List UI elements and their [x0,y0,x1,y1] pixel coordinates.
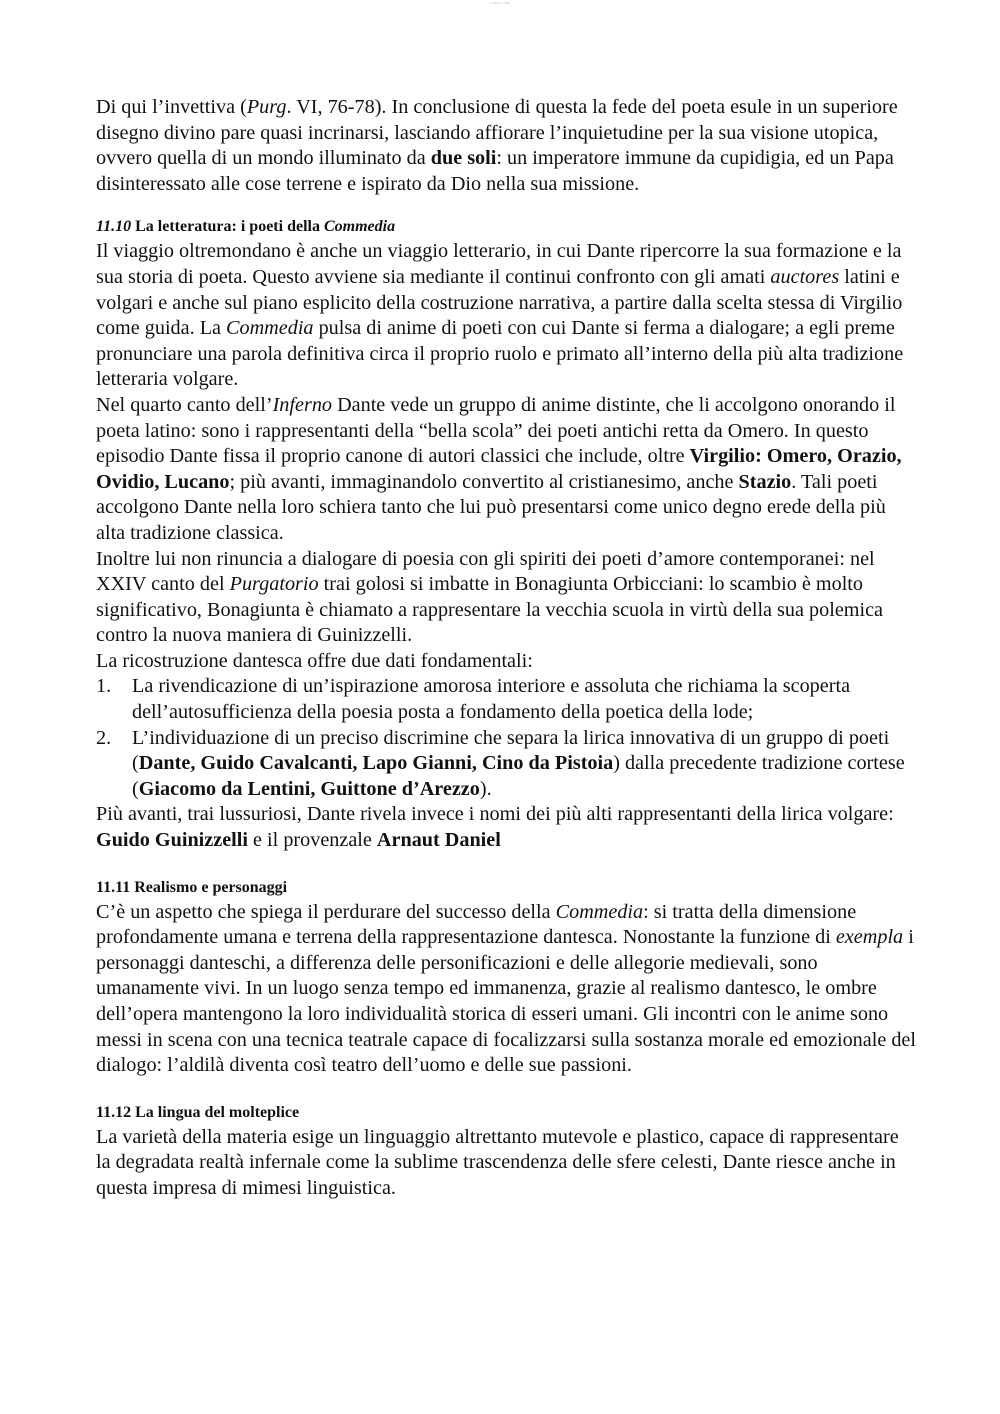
document-page [96,95,916,1202]
numbered-list [96,674,916,802]
intro-paragraph: Di qui l’invettiva (Purg. VI, 76-78). In conclusione di questa la fede del poeta esule in un superiore disegno divino pare quasi incrinarsi, lasciando affiorare l’inquietudine per la sua visione utopica, ovvero quella di un mondo illuminato da due soli: un imperatore immune da cupidigia, ed un Papa disinteressato alle cose terrene e ispirato da Dio nella sua missione. [96,96,898,195]
page-watermark: Lusso Unifi [490,0,510,5]
paragraph-realismo: C’è un aspetto che spiega il perdurare del successo della Commedia: si tratta della dimensione profondamente umana e terrena della rappresentazione dantesca. Nonostante la funzione di exempla i personaggi danteschi, a differenza delle personificazioni e delle allegorie medievali, sono umanamente vivi. In un luogo senza tempo ed immanenza, grazie al realismo dantesco, le ombre dell’opera mantengono la loro individualità storica di esseri umani. Gli incontri con le anime sono messi in scena con una tecnica teatrale capace di focalizzarsi sulla sostanza morale ed emozionale del dialogo: l’aldilà diventa così teatro dell’uomo e delle sue passioni. [96,900,916,1077]
section-heading-11-11: 11.11 Realismo e personaggi [96,878,288,896]
section-heading-11-12: 11.12 La lingua del molteplice [96,1103,300,1121]
list-item: 1. La rivendicazione di un’ispirazione amorosa interiore e assoluta che richiama la scoperta dell’autosufficienza della poesia posta a fondamento della poetica della lode; [96,675,851,724]
paragraph-dati-fondamentali: La ricostruzione dantesca offre due dati fondamentali: [96,649,533,672]
paragraph-viaggio-letterario: Il viaggio oltremondano è anche un viaggio letterario, in cui Dante ripercorre la sua formazione e la sua storia di poeta. Questo avviene sia mediante il continui confronto con gli amati auctores latini e volgari e anche sul piano esplicito della costruzione narrativa, a partire dalla scelta stessa di Virgilio come guida. La Commedia pulsa di anime di poeti con cui Dante si ferma a dialogare; a egli preme pronunciare una parola definitiva circa il proprio ruolo e primato all’interno della più alta tradizione letteraria volgare. [96,240,904,391]
section-heading-11-10: 11.10 La letteratura: i poeti della Commedia [96,218,396,236]
paragraph-bonagiunta: Inoltre lui non rinuncia a dialogare di poesia con gli spiriti dei poeti d’amore contemporanei: nel XXIV canto del Purgatorio trai golosi si imbatte in Bonagiunta Orbicciani: lo scambio è molto significativo, Bonagiunta è chiamato a rappresentare la vecchia scuola in virtù della sua polemica contro la nuova maniera di Guinizzelli. [96,547,884,647]
paragraph-lussuriosi: Più avanti, trai lussuriosi, Dante rivela invece i nomi dei più alti rappresentanti della lirica volgare: Guido Guinizzelli e il provenzale Arnaut Daniel [96,803,894,852]
list-item: 2. L’individuazione di un preciso discrimine che separa la lirica innovativa di un gruppo di poeti (Dante, Guido Cavalcanti, Lapo Gianni, Cino da Pistoia) dalla precedente tradizione cortese (Giacomo da Lentini, Guittone d’Arezzo). [96,726,905,800]
paragraph-bella-scola: Nel quarto canto dell’Inferno Dante vede un gruppo di anime distinte, che li accolgono onorando il poeta latino: sono i rappresentanti della “bella scola” dei poeti antichi retta da Omero. In questo episodio Dante fissa il proprio canone di autori classici che include, oltre Virgilio: Omero, Orazio, Ovidio, Lucano; più avanti, immaginandolo convertito al cristianesimo, anche Stazio. Tali poeti accolgono Dante nella loro schiera tanto che lui può presentarsi come unico degno erede della più alta tradizione classica. [96,393,902,544]
paragraph-lingua: La varietà della materia esige un linguaggio altrettanto mutevole e plastico, capace di rappresentare la degradata realtà infernale come la sublime trascendenza delle sfere celesti, Dante riesce anche in questa impresa di mimesi linguistica. [96,1125,899,1199]
